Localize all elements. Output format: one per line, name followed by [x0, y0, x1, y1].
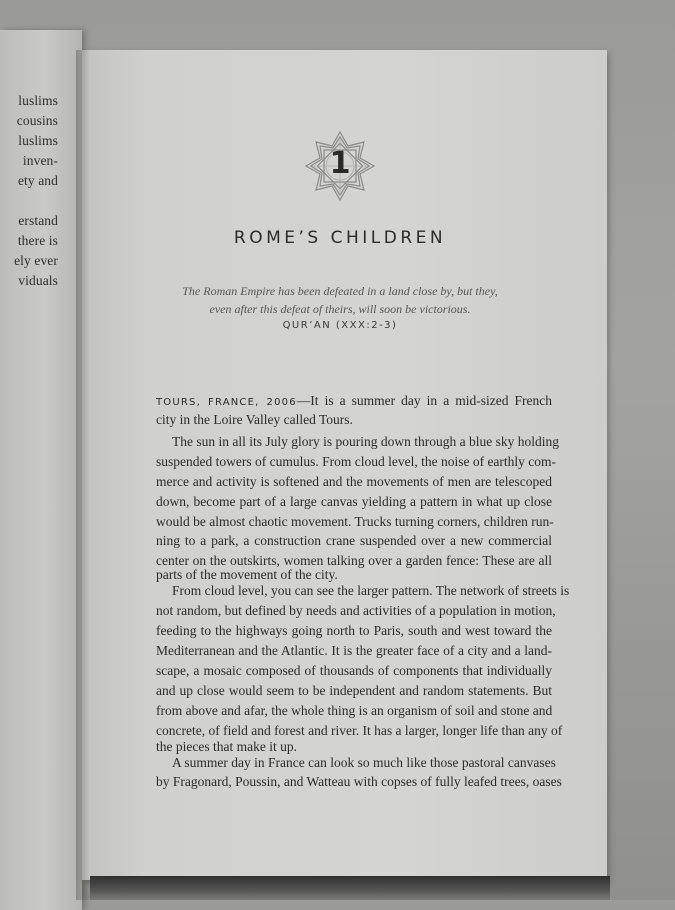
left-page-line: ety and: [17, 173, 58, 188]
left-page-line: erstand: [18, 213, 58, 228]
chapter-title: ROME’S CHILDREN: [233, 228, 447, 248]
page-bottom-edge: [90, 876, 610, 900]
body-line: Mediterranean and the Atlantic. It is the greater face of a city and a land-: [156, 643, 552, 658]
left-page: [0, 30, 82, 910]
body-first-line: [156, 392, 552, 412]
body-line-text: —It is a summer day in a mid-sized French: [296, 393, 552, 408]
left-page-line: luslims: [18, 93, 58, 108]
body-line: center on the outskirts, women talking over a garden fence: These are all: [156, 553, 552, 568]
body-line: suspended towers of cumulus. From cloud level, the noise of earthly com-: [156, 454, 557, 469]
left-page-line: viduals: [18, 273, 58, 288]
body-line: down, become part of a large canvas yielding a pattern in what up close: [156, 494, 552, 509]
body-line: From cloud level, you can see the larger pattern. The network of streets is: [172, 583, 570, 598]
left-page-line: luslims: [18, 133, 58, 148]
body-line: city in the Loire Valley called Tours.: [156, 412, 353, 427]
body-line: feeding to the highways going north to Paris, south and west toward the: [156, 623, 552, 638]
left-page-line: ely ever: [14, 253, 58, 268]
left-page-line: inven-: [22, 153, 58, 168]
body-line: A summer day in France can look so much like those pastoral canvases: [172, 755, 556, 770]
body-line: The sun in all its July glory is pouring down through a blue sky holding: [172, 434, 559, 449]
body-line: concrete, of field and forest and river. It has a larger, longer life than any of: [156, 723, 563, 738]
body-line: from above and afar, the whole thing is an organism of soil and stone and: [156, 703, 553, 718]
left-page-line: there is: [17, 233, 58, 248]
chapter-number: 1: [329, 146, 351, 181]
body-line: by Fragonard, Poussin, and Watteau with copses of fully leafed trees, oases: [156, 774, 562, 789]
book-gutter: [76, 50, 90, 900]
body-line: parts of the movement of the city.: [156, 567, 338, 582]
epigraph-line: even after this defeat of theirs, will soon be victorious.: [209, 302, 471, 316]
body-line: ning to a park, a construction crane suspended over a new commercial: [156, 533, 552, 548]
body-line: merce and activity is softened and the movements of men are telescoped: [156, 474, 552, 489]
body-line: not random, but defined by needs and activities of a population in motion,: [156, 603, 556, 618]
body-line: and up close would seem to be independent and random statements. But: [156, 683, 552, 698]
body-line: would be almost chaotic movement. Trucks turning corners, children run-: [156, 514, 554, 529]
dateline: TOURS, FRANCE, 2006: [156, 397, 297, 408]
body-line: the pieces that make it up.: [156, 739, 297, 754]
left-page-line: cousins: [16, 113, 58, 128]
body-line: scape, a mosaic composed of thousands of components that individually: [156, 663, 552, 678]
epigraph-line: The Roman Empire has been defeated in a land close by, but they,: [182, 284, 498, 298]
epigraph-attribution: QUR’AN (XXX:2-3): [282, 320, 398, 331]
